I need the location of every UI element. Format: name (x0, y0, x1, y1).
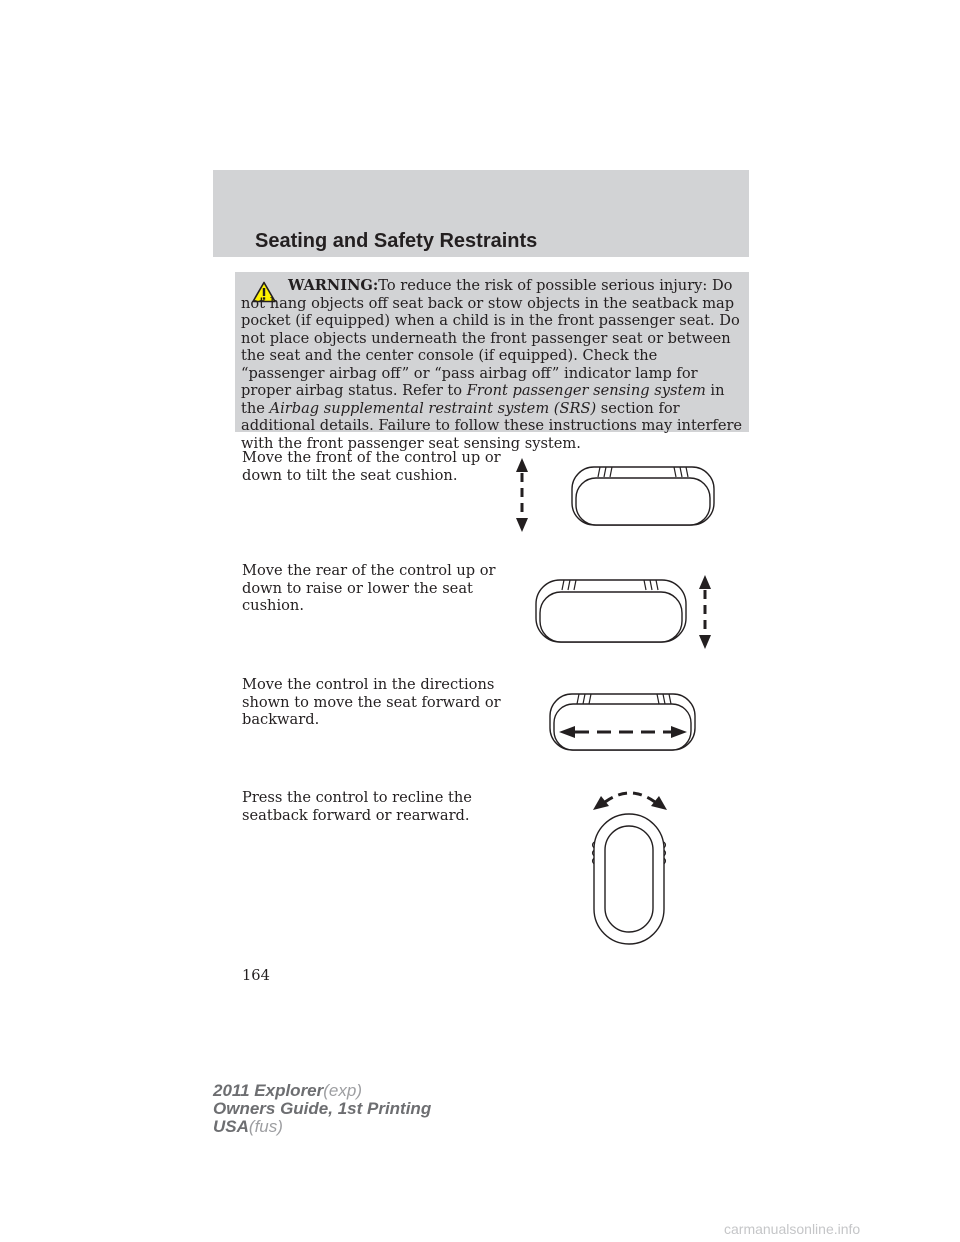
warning-text (241, 277, 744, 452)
footer-market: USA (213, 1117, 249, 1136)
warning-body-mid: in the (241, 382, 725, 417)
section-header (213, 170, 749, 257)
footer-market-code: (fus) (248, 1117, 283, 1136)
warning-ref-front-passenger-sensing: Front passenger sensing system (466, 382, 706, 399)
instruction-tilt-text: Move the front of the control up or down to tilt the seat cushion. (242, 449, 501, 484)
instruction-height-text: Move the rear of the control up or down to raise or lower the seat cushion. (242, 562, 496, 614)
page-number: 164 (242, 967, 270, 984)
seatback-recline-control-icon (585, 780, 675, 948)
warning-body: To reduce the risk of possible serious injury: Do not hang objects off seat back or stow objects in the seatback map pocket (if equipped) when a child is in the front passenger seat. Do not place objects underneath the front passenger seat or between the seat and the center console (if equipped). Check the “passenger airbag off” or “pass airbag off” indicator lamp for proper airbag status. Refer to (241, 277, 740, 399)
watermark: carmanualsonline.info (724, 1221, 861, 1237)
seat-control-fore-aft-icon (545, 688, 700, 754)
footer-guide: Owners Guide, 1st Printing (213, 1099, 432, 1118)
warning-label: WARNING: (288, 277, 379, 294)
instruction-recline-text: Press the control to recline the seatback forward or rearward. (242, 789, 472, 824)
instruction-fore-aft-text: Move the control in the directions shown to move the seat forward or backward. (242, 676, 501, 728)
section-title: Seating and Safety Restraints (255, 230, 538, 252)
warning-box (235, 272, 749, 452)
warning-ref-airbag-srs: Airbag supplemental restraint system (SRS) (269, 399, 597, 417)
footer-model-code: (exp) (323, 1081, 362, 1100)
seat-control-tilt-icon (508, 455, 748, 535)
footer-model: 2011 Explorer (213, 1081, 324, 1100)
seat-control-height-icon (530, 572, 720, 652)
document-footer (213, 1082, 431, 1136)
warning-body-end: section for additional details. Failure to follow these instructions may interfere with the front passenger seat sensing system. (241, 399, 743, 452)
